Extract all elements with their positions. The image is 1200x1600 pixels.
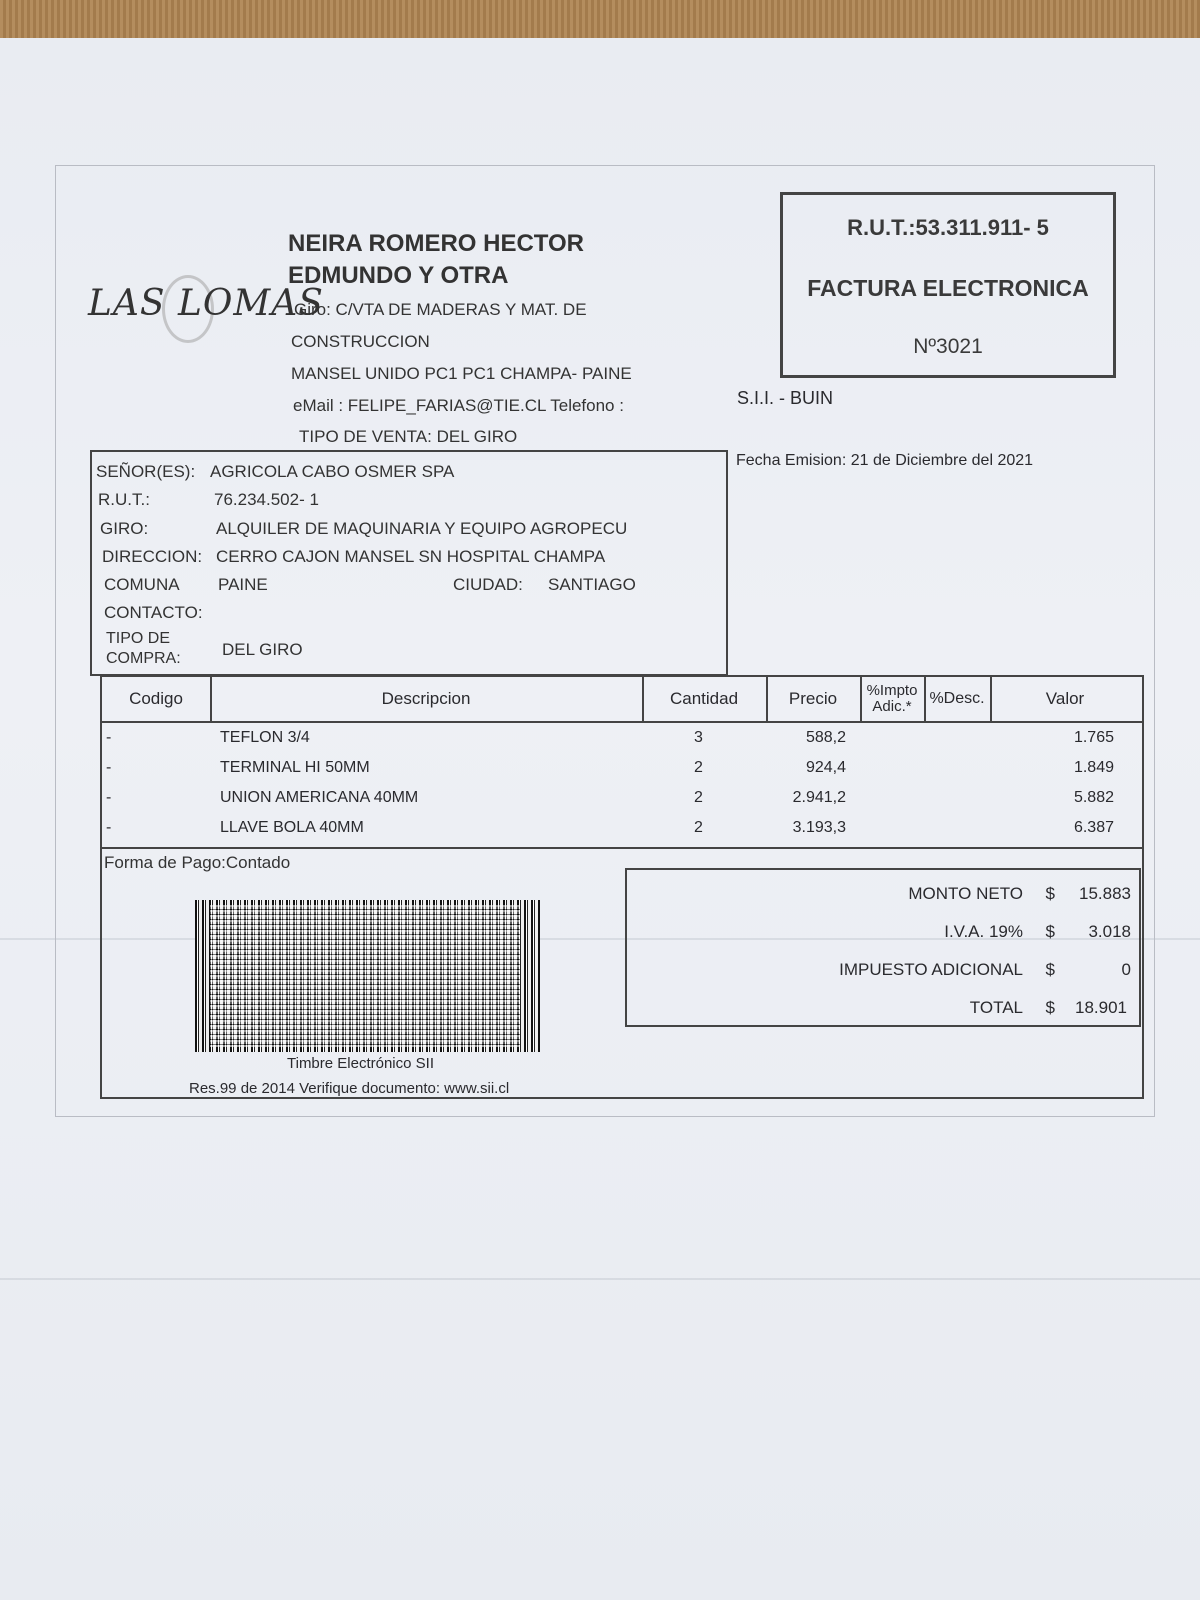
items-table: [100, 675, 1144, 849]
row-codigo: -: [106, 819, 112, 836]
document-type: FACTURA ELECTRONICA: [807, 275, 1089, 301]
iva-value: 3.018: [1088, 922, 1131, 941]
row-codigo: -: [106, 729, 112, 746]
issuer-giro-line1: Giro: C/VTA DE MADERAS Y MAT. DE: [294, 300, 587, 319]
totals-box: [625, 868, 1141, 1027]
comuna-value: PAINE: [218, 575, 268, 594]
adicional-label: IMPUESTO ADICIONAL: [839, 960, 1023, 979]
table-row: [102, 723, 1142, 753]
col-valor: Valor: [1045, 689, 1085, 708]
neto-value: 15.883: [1079, 884, 1131, 903]
row-precio: 2.941,2: [792, 789, 846, 806]
neto-currency: $: [1045, 884, 1055, 903]
adicional-value: 0: [1121, 960, 1131, 979]
items-table-body: [102, 723, 1142, 847]
row-descripcion: UNION AMERICANA 40MM: [220, 789, 419, 806]
contacto-label: CONTACTO:: [104, 603, 203, 622]
row-descripcion: LLAVE BOLA 40MM: [220, 819, 364, 836]
neto-label: MONTO NETO: [908, 884, 1023, 903]
iva-currency: $: [1045, 922, 1055, 941]
issuer-address: MANSEL UNIDO PC1 PC1 CHAMPA- PAINE: [291, 364, 632, 383]
client-giro-value: ALQUILER DE MAQUINARIA Y EQUIPO AGROPECU: [216, 519, 628, 538]
tipo-compra-label-line1: TIPO DE: [106, 630, 171, 647]
col-impto-line1: %Impto: [866, 682, 918, 699]
issuer-giro-line2: CONSTRUCCION: [291, 332, 430, 351]
row-cantidad: 3: [694, 729, 703, 746]
issue-date: Fecha Emision: 21 de Diciembre del 2021: [736, 452, 1034, 469]
ciudad-label: CIUDAD:: [453, 575, 523, 594]
issuer-name-line2: EDMUNDO Y OTRA: [288, 262, 509, 289]
row-precio: 588,2: [805, 729, 846, 746]
client-rut-value: 76.234.502- 1: [214, 490, 319, 509]
row-valor: 5.882: [1073, 789, 1114, 806]
tipo-compra-value: DEL GIRO: [222, 640, 303, 659]
comuna-label: COMUNA: [104, 575, 180, 594]
row-valor: 6.387: [1073, 819, 1114, 836]
row-codigo: -: [106, 789, 112, 806]
table-row: [102, 753, 1142, 783]
total-currency: $: [1045, 998, 1055, 1017]
issuer-sale-type: TIPO DE VENTA: DEL GIRO: [299, 427, 518, 446]
row-cantidad: 2: [694, 759, 703, 776]
row-cantidad: 2: [694, 819, 703, 836]
row-codigo: -: [106, 759, 112, 776]
table-row: [102, 813, 1142, 843]
tipo-compra-label-line2: COMPRA:: [106, 650, 181, 667]
ciudad-value: SANTIAGO: [548, 575, 636, 594]
adicional-currency: $: [1045, 960, 1055, 979]
total-label: TOTAL: [969, 998, 1023, 1017]
row-precio: 924,4: [805, 759, 846, 776]
iva-label: I.V.A. 19%: [944, 922, 1023, 941]
issuer-logo: LAS LOMAS: [88, 283, 324, 324]
document-number: Nº3021: [913, 335, 983, 358]
payment-method: Forma de Pago:Contado: [104, 853, 291, 872]
senores-value: AGRICOLA CABO OSMER SPA: [210, 462, 455, 481]
row-valor: 1.849: [1073, 759, 1114, 776]
issuer-contact: eMail : FELIPE_FARIAS@TIE.CL Telefono :: [293, 396, 624, 415]
client-box: [90, 450, 728, 676]
col-codigo: Codigo: [102, 677, 212, 721]
direccion-value: CERRO CAJON MANSEL SN HOSPITAL CHAMPA: [216, 547, 606, 566]
row-descripcion: TEFLON 3/4: [220, 729, 310, 746]
row-cantidad: 2: [694, 789, 703, 806]
items-table-header: [102, 677, 1142, 723]
col-precio: Precio: [766, 677, 862, 721]
col-cantidad: Cantidad: [642, 677, 768, 721]
row-precio: 3.193,3: [792, 819, 846, 836]
stamp-caption: Timbre Electrónico SII: [287, 1055, 434, 1072]
row-valor: 1.765: [1073, 729, 1114, 746]
document-rut: R.U.T.:53.311.911- 5: [847, 215, 1049, 240]
sii-office: S.I.I. - BUIN: [737, 388, 834, 408]
col-descripcion: Descripcion: [210, 677, 644, 721]
issuer-name-line1: NEIRA ROMERO HECTOR: [288, 230, 585, 257]
stamp-resolution: Res.99 de 2014 Verifique documento: www.sii.cl: [189, 1080, 510, 1097]
rut-box: [780, 192, 1116, 378]
timbre-barcode-pattern: [210, 905, 520, 1047]
direccion-label: DIRECCION:: [102, 547, 203, 566]
client-giro-label: GIRO:: [100, 519, 149, 538]
col-desc: %Desc.: [924, 677, 992, 721]
total-value: 18.901: [1075, 998, 1127, 1017]
senores-label: SEÑOR(ES):: [96, 462, 196, 481]
table-row: [102, 783, 1142, 813]
col-impto-adic: [860, 677, 926, 721]
client-rut-label: R.U.T.:: [98, 490, 150, 509]
row-descripcion: TERMINAL HI 50MM: [220, 759, 370, 776]
paper-fold: [0, 1278, 1200, 1280]
col-impto-line2: Adic.*: [872, 698, 912, 715]
